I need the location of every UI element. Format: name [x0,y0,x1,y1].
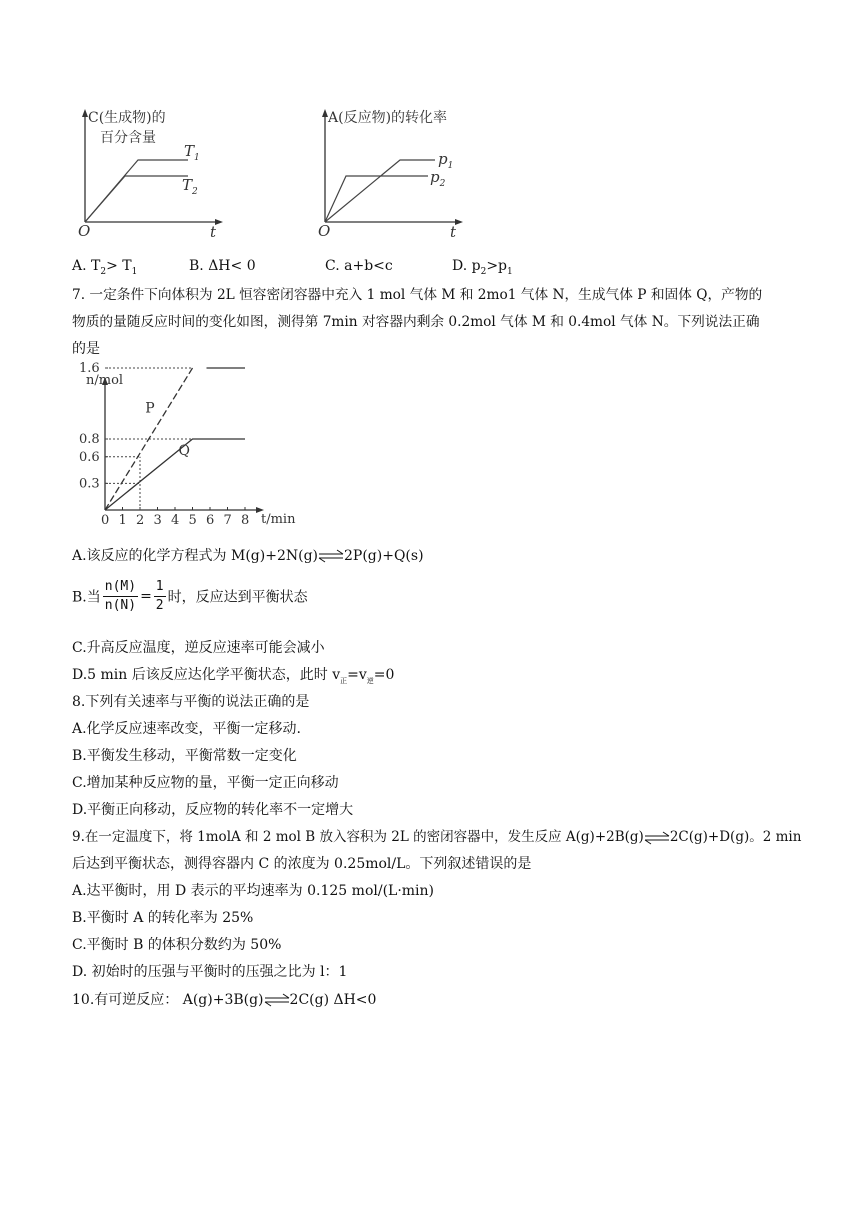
x-tick-label: 3 [153,513,162,528]
ylabel-line1: C(生成物)的 [88,110,166,126]
series-q-label: Q [178,442,190,459]
x-tick-label: 7 [223,513,232,528]
y-tick-label: 1.6 [79,361,100,376]
q6-option-b: B. ΔH< 0 [189,258,256,274]
x-tick-label: 8 [241,513,250,528]
q9-option-b: B.平衡时 A 的转化率为 25% [72,910,254,926]
y-axis-label: n/mol [86,373,124,388]
q7-option-c: C.升高反应温度，逆反应速率可能会减小 [72,640,325,656]
curve-t2-label: $T_2$ [182,176,198,197]
q6-option-c: C. a+b<c [325,258,393,274]
q7-option-a: A.该反应的化学方程式为 M(g)+2N(g) 2P(g)+Q(s) [72,548,424,564]
series-q-line [105,439,245,510]
q9-stem-line2: 后达到平衡状态，测得容器内 C 的浓度为 0.25mol/L。下列叙述错误的是 [72,856,532,872]
graph-c-percent [70,100,230,241]
curve-t1-label: $T_1$ [184,142,200,163]
curve-p2-label: $p_2$ [430,168,446,189]
x-tick-label: 1 [118,513,127,528]
x-axis-label: t/min [261,512,296,527]
q10-stem: 10.有可逆反应： A(g)+3B(g) 2C(g) ΔH<0 [72,992,377,1008]
x-axis-label: t [450,223,457,241]
q9-option-d: D. 初始时的压强与平衡时的压强之比为 l：1 [72,964,348,980]
x-tick-label: 2 [136,513,145,528]
x-tick-label: 4 [171,513,180,528]
half-fraction: $\frac{1}{2}$ [155,579,164,613]
equilibrium-arrow-icon [644,832,670,844]
x-tick-label: 5 [188,513,197,528]
q6-option-d: D. $p_2>p_1$ [452,258,513,277]
ylabel: A(反应物)的转化率 [328,110,448,126]
y-tick-label: 0.8 [79,432,100,447]
y-tick-label: 0.6 [79,449,100,465]
graph-a-conversion [310,100,490,241]
q7-option-d: D.5 min 后该反应达化学平衡状态，此时 $v_正=v_逆=0$ [72,667,395,685]
x-axis-label: t [210,223,217,241]
origin-label: O [78,222,91,240]
q6-option-a: A. $T_2> T_1$ [72,258,138,277]
q9-stem-line1: 9.在一定温度下，将 1molA 和 2 mol B 放入容积为 2L 的密闭容器中，发生反应 A(g)+2B(g) 2C(g)+D(g)。2 min [72,829,802,845]
q7-stem-line3: 的是 [72,341,100,357]
ratio-fraction: $\frac{n(M)}{n(N)}$ [104,579,137,613]
q7-mol-chart [72,361,296,532]
q9-option-a: A.达平衡时，用 D 表示的平均速率为 0.125 mol/(L·min) [72,883,435,899]
x-tick-label: 0 [101,513,110,528]
origin-label: O [318,222,331,240]
y-tick-label: 0.3 [79,476,100,492]
curve-p1-label: $p_1$ [438,150,454,171]
q7-option-b: B.当 $\frac{n(M)}{n(N)}$ = $\frac{1}{2}$ 时，反应达到平衡状态 [72,579,308,613]
equilibrium-arrow-icon [264,994,290,1006]
q8-option-d: D.平衡正向移动，反应物的转化率不一定增大 [72,802,354,818]
equilibrium-arrow-icon [318,550,344,562]
q8-option-c: C.增加某种反应物的量，平衡一定正向移动 [72,775,339,791]
ylabel-line2: 百分含量 [100,130,156,146]
q8-option-a: A.化学反应速率改变，平衡一定移动. [72,721,302,737]
q8-option-b: B.平衡发生移动，平衡常数一定变化 [72,748,297,764]
q8-stem: 8.下列有关速率与平衡的说法正确的是 [72,694,310,710]
x-tick-label: 6 [206,513,215,528]
series-p-label: P [145,400,155,417]
q7-stem-line1: 7. 一定条件下向体积为 2L 恒容密闭容器中充入 1 mol 气体 M 和 2mo1 气体 N，生成气体 P 和固体 Q，产物的 [72,287,763,303]
q9-option-c: C.平衡时 B 的体积分数约为 50% [72,937,282,953]
q7-stem-line2: 物质的量随反应时间的变化如图，测得第 7min 对容器内剩余 0.2mol 气体 M 和 0.4mol 气体 N。下列说法正确 [72,314,760,330]
